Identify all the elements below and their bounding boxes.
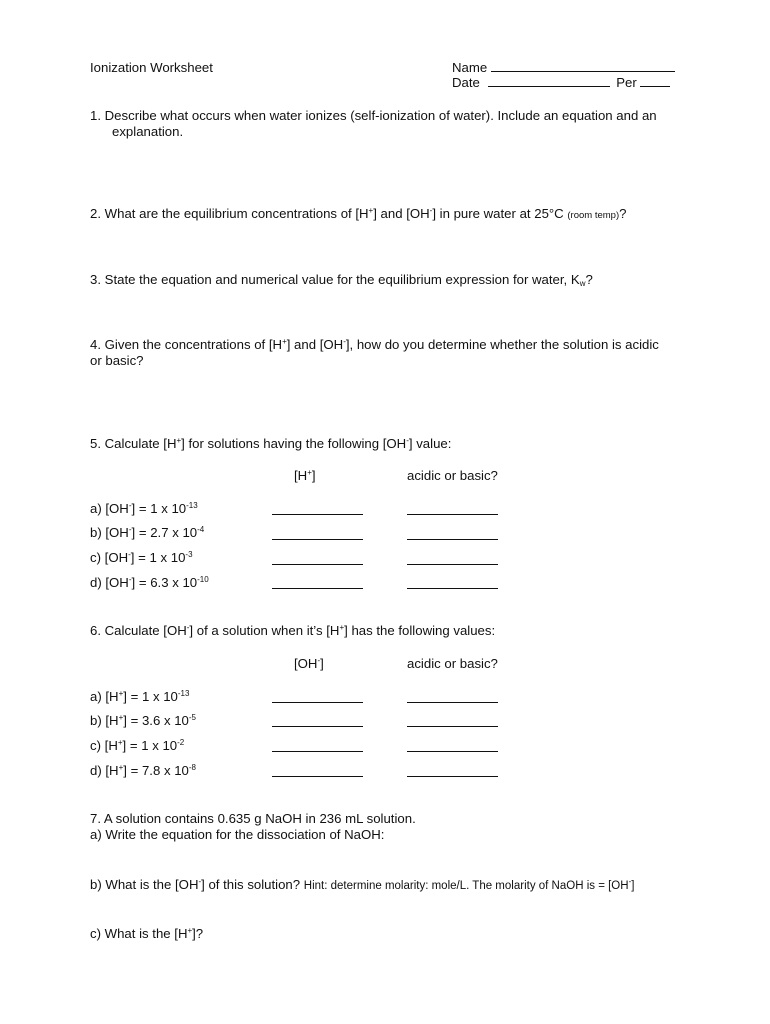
q5-answer-type-c[interactable] [407, 564, 498, 565]
question-3: 3. State the equation and numerical value for the equilibrium expression for water, $K_w$? [90, 272, 593, 288]
q5-answer-type-d[interactable] [407, 588, 498, 589]
q6-row-b: b) [H+] = 3.6 x $10^{-5}$ [90, 713, 196, 728]
q5-answer-h-c[interactable] [272, 564, 363, 565]
q6-answer-oh-b[interactable] [272, 726, 363, 727]
q5-answer-h-a[interactable] [272, 514, 363, 515]
question-7c: c) What is the [H+]? [90, 926, 204, 941]
q5-answer-h-d[interactable] [272, 588, 363, 589]
q6-row-a: a) [H+] = 1 x $10^{-13}$ [90, 689, 190, 704]
worksheet-title: Ionization Worksheet [90, 60, 213, 75]
q5-col-h-header: [H+] [294, 468, 316, 483]
date-field [452, 75, 670, 90]
q6-answer-type-d[interactable] [407, 776, 498, 777]
q5-col-acidic-header: acidic or basic? [407, 468, 498, 483]
question-1-line-1: 1. Describe what occurs when water ionizes (self-ionization of water). Include an equation and an [90, 108, 657, 123]
q6-answer-type-b[interactable] [407, 726, 498, 727]
name-label: Name [452, 60, 488, 75]
q5-row-a: a) [OH-] = 1 x $10^{-13}$ [90, 501, 198, 516]
question-4-line-1: 4. Given the concentrations of [H+] and [OH-], how do you determine whether the solution is acidic [90, 337, 659, 352]
q6-answer-oh-c[interactable] [272, 751, 363, 752]
q6-col-oh-header: [OH-] [294, 656, 324, 671]
name-blank[interactable] [491, 70, 675, 72]
per-label: Per [616, 75, 637, 90]
q5-answer-type-b[interactable] [407, 539, 498, 540]
question-4-line-2: or basic? [90, 353, 144, 368]
date-blank[interactable] [488, 85, 610, 87]
per-blank[interactable] [640, 85, 670, 87]
question-1-line-2: explanation. [112, 124, 184, 139]
question-2: 2. What are the equilibrium concentrations of [H+] and [OH-] in pure water at 25°C (room temp)? [90, 206, 627, 221]
q6-answer-oh-d[interactable] [272, 776, 363, 777]
q5-row-c: c) [OH-] = 1 x $10^{-3}$ [90, 550, 193, 565]
q6-col-acidic-header: acidic or basic? [407, 656, 498, 671]
q6-answer-oh-a[interactable] [272, 702, 363, 703]
q5-row-d: d) [OH-] = 6.3 x $10^{-10}$ [90, 575, 209, 590]
question-7a: a) Write the equation for the dissociation of NaOH: [90, 827, 385, 842]
q5-answer-h-b[interactable] [272, 539, 363, 540]
question-7b: b) What is the [OH-] of this solution? Hint: determine molarity: mole/L. The molarity of NaOH is = [OH-] [90, 877, 635, 892]
name-field [452, 60, 675, 75]
q6-answer-type-a[interactable] [407, 702, 498, 703]
q5-row-b: b) [OH-] = 2.7 x $10^{-4}$ [90, 525, 205, 540]
q6-answer-type-c[interactable] [407, 751, 498, 752]
q6-row-d: d) [H+] = 7.8 x $10^{-8}$ [90, 763, 196, 778]
question-7: 7. A solution contains 0.635 g NaOH in 236 mL solution. [90, 811, 416, 826]
question-5: 5. Calculate [H+] for solutions having the following [OH-] value: [90, 436, 452, 451]
question-6: 6. Calculate [OH-] of a solution when it’s [H+] has the following values: [90, 623, 496, 638]
q5-answer-type-a[interactable] [407, 514, 498, 515]
q6-row-c: c) [H+] = 1 x $10^{-2}$ [90, 738, 185, 753]
date-label: Date [452, 75, 480, 90]
question-7b-hint: Hint: determine molarity: mole/L. The molarity of NaOH is = [OH-] [303, 877, 635, 892]
